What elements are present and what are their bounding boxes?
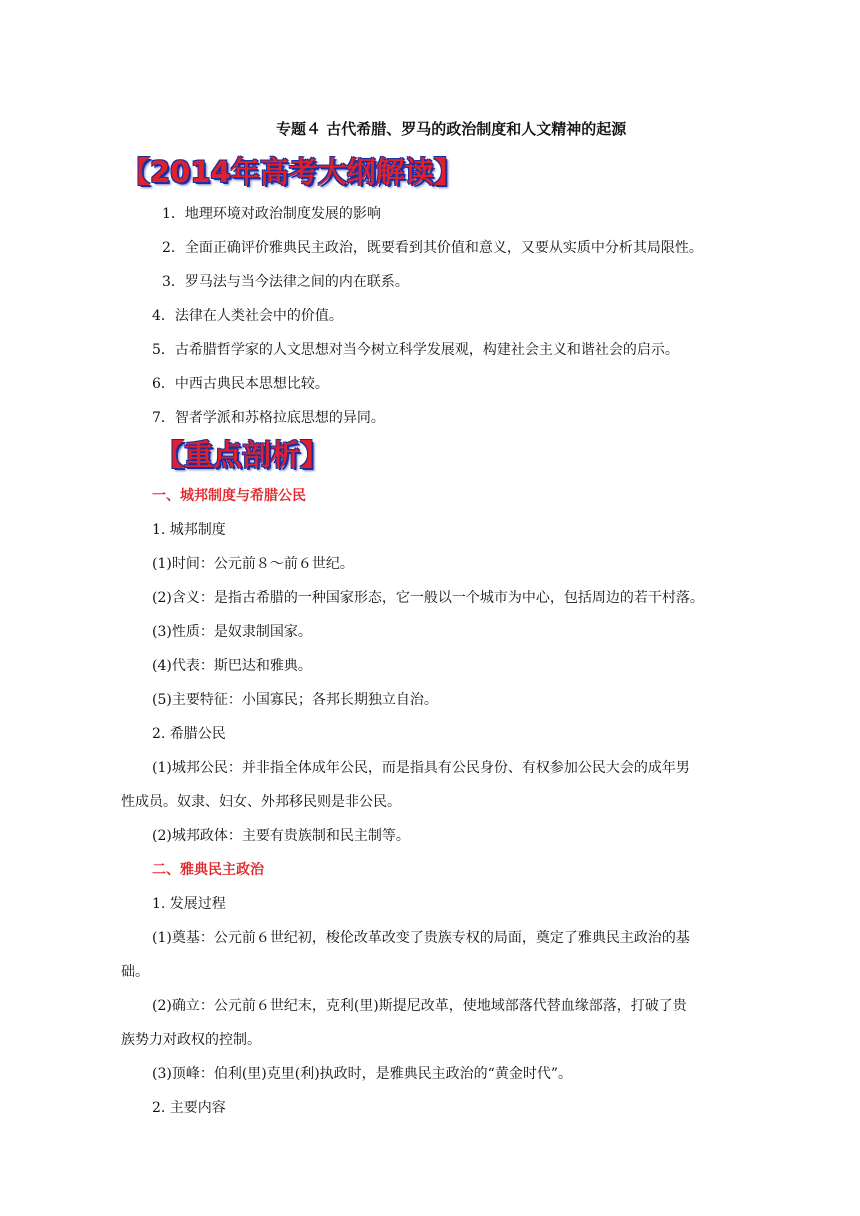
subsection-title: 2. 主要内容 [152,1100,226,1116]
subsection-title: 2. 希腊公民 [152,726,226,742]
paragraph: (3)性质：是奴隶制国家。 [152,624,312,640]
section-heading: 二、雅典民主政治 [152,862,264,878]
outline-item: 1．地理环境对政治制度发展的影响 [162,206,381,222]
outline-item: 5．古希腊哲学家的人文思想对当今树立科学发展观，构建社会主义和谐社会的启示。 [152,342,679,358]
outline-item: 6．中西古典民本思想比较。 [152,376,329,392]
document-title: 专题４ 古代希腊、罗马的政治制度和人文精神的起源 [276,120,627,138]
outline-item: 4．法律在人类社会中的价值。 [152,308,343,324]
subsection-title: 1. 城邦制度 [152,522,226,538]
paragraph: (3)顶峰：伯利(里)克里(利)执政时，是雅典民主政治的“黄金时代”。 [152,1066,572,1082]
paragraph: (1)奠基：公元前６世纪初，梭伦改革改变了贵族专权的局面，奠定了雅典民主政治的基 [152,930,690,946]
key-points-banner: 【重点剖析】 [155,438,330,472]
paragraph-continuation: 性成员。奴隶、妇女、外邦移民则是非公民。 [121,794,401,810]
outline-item: 2．全面正确评价雅典民主政治，既要看到其价值和意义，又要从实质中分析其局限性。 [162,240,703,256]
paragraph: (2)城邦政体：主要有贵族制和民主制等。 [152,828,410,844]
paragraph-continuation: 族势力对政权的控制。 [121,1032,261,1048]
outline-item: 7．智者学派和苏格拉底思想的异同。 [152,410,385,426]
outline-item: 3．罗马法与当今法律之间的内在联系。 [162,274,409,290]
paragraph: (5)主要特征：小国寡民；各邦长期独立自治。 [152,692,438,708]
paragraph-continuation: 础。 [121,964,149,980]
section-heading: 一、城邦制度与希腊公民 [152,488,306,504]
subsection-title: 1. 发展过程 [152,896,226,912]
paragraph: (4)代表：斯巴达和雅典。 [152,658,312,674]
paragraph: (2)确立：公元前６世纪末，克利(里)斯提尼改革，使地域部落代替血缘部落，打破了贵 [152,998,687,1014]
paragraph: (2)含义：是指古希腊的一种国家形态，它一般以一个城市为中心，包括周边的若干村落。 [152,590,704,606]
paragraph: (1)时间：公元前８～前６世纪。 [152,556,354,572]
outline-banner: 【2014年高考大纲解读】 [121,155,463,189]
paragraph: (1)城邦公民：并非指全体成年公民，而是指具有公民身份、有权参加公民大会的成年男 [152,760,690,776]
